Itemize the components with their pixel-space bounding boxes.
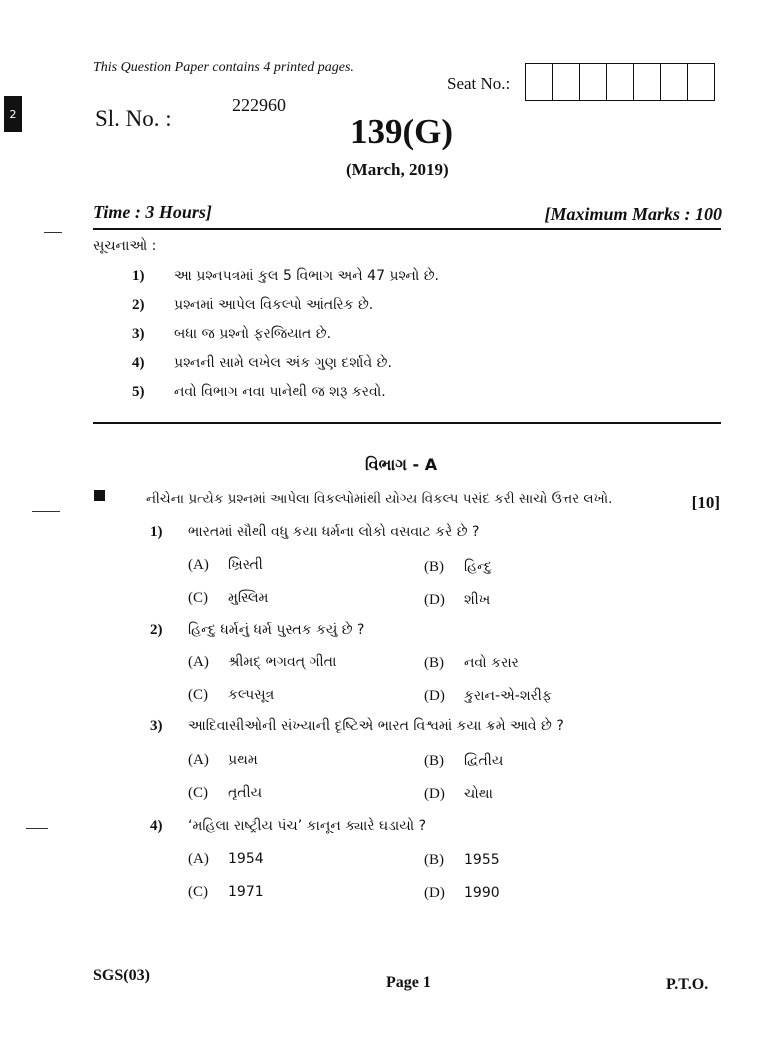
time-allowed: Time : 3 Hours] xyxy=(93,202,212,222)
instruction-number: 3) xyxy=(132,326,145,342)
section-instruction: નીચેના પ્રત્યેક પ્રશ્નમાં આપેલા વિકલ્પોમાંથી યોગ્ય વિકલ્પ પસંદ કરી સાચો ઉત્તર લખો. xyxy=(146,491,613,507)
option-letter: (C) xyxy=(188,590,208,606)
seat-digit-box[interactable] xyxy=(526,64,553,100)
option-c xyxy=(188,687,274,704)
question-text: હિન્દુ ધર્મનું ધર્મ પુસ્તક કયું છે ? xyxy=(188,622,365,638)
option-letter: (B) xyxy=(424,852,444,868)
option-letter: (A) xyxy=(188,654,209,670)
page-number: Page 1 xyxy=(386,974,431,991)
question-text: ભારતમાં સૌથી વધુ કયા ધર્મના લોકો વસવાટ કરે છે ? xyxy=(188,524,480,540)
seat-digit-box[interactable] xyxy=(661,64,688,100)
question-number: 1) xyxy=(150,524,163,540)
option-letter: (D) xyxy=(424,885,445,901)
option-text: પ્રથમ xyxy=(228,752,258,768)
option-letter: (D) xyxy=(424,688,445,704)
seat-number-boxes[interactable] xyxy=(525,63,715,101)
option-d xyxy=(424,786,493,803)
instruction-item xyxy=(132,384,386,401)
instruction-text: નવો વિભાગ નવા પાનેથી જ શરૂ કરવો. xyxy=(174,384,386,400)
option-text: હિન્દુ xyxy=(464,559,492,575)
option-c xyxy=(188,590,268,607)
seat-digit-box[interactable] xyxy=(634,64,661,100)
instructions-title: સૂચનાઓ : xyxy=(93,238,157,254)
question-number: 3) xyxy=(150,718,163,734)
question-number: 2) xyxy=(150,622,163,638)
option-d xyxy=(424,592,490,609)
instruction-text: બધા જ પ્રશ્નો ફરજિયાત છે. xyxy=(174,326,332,342)
option-letter: (B) xyxy=(424,753,444,769)
margin-tick xyxy=(44,232,62,233)
option-letter: (A) xyxy=(188,752,209,768)
instruction-number: 4) xyxy=(132,355,145,371)
instruction-text: આ પ્રશ્નપત્રમાં કુલ 5 વિભાગ અને 47 પ્રશ્નો છે. xyxy=(174,268,439,284)
footer-paper-code: SGS(03) xyxy=(93,967,150,984)
option-letter: (C) xyxy=(188,785,208,801)
section-divider xyxy=(93,422,721,424)
option-text: 1990 xyxy=(464,885,500,901)
side-margin-mark: 2 xyxy=(4,96,22,132)
option-text: કુરાન-એ-શરીફ xyxy=(464,688,552,704)
please-turn-over: P.T.O. xyxy=(666,976,709,993)
option-c xyxy=(188,884,264,901)
option-letter: (A) xyxy=(188,851,209,867)
option-letter: (C) xyxy=(188,884,208,900)
section-marks: [10] xyxy=(691,493,720,512)
maximum-marks: [Maximum Marks : 100 xyxy=(544,204,722,224)
header-divider xyxy=(93,228,721,230)
margin-tick xyxy=(32,511,60,512)
option-a xyxy=(188,654,336,671)
seat-digit-box[interactable] xyxy=(553,64,580,100)
instruction-text: પ્રશ્નમાં આપેલ વિકલ્પો આંતરિક છે. xyxy=(174,297,374,313)
instruction-number: 1) xyxy=(132,268,145,284)
option-text: દ્વિતીય xyxy=(464,753,504,769)
serial-number-value: 222960 xyxy=(232,95,286,115)
option-b xyxy=(424,753,503,770)
option-d xyxy=(424,688,552,705)
instruction-text: પ્રશ્નની સામે લખેલ અંક ગુણ દર્શાવે છે. xyxy=(174,355,392,371)
exam-date: (March, 2019) xyxy=(346,160,449,179)
option-c xyxy=(188,785,262,802)
seat-digit-box[interactable] xyxy=(688,64,714,100)
instruction-item xyxy=(132,297,373,314)
option-text: ખ્રિસ્તી xyxy=(228,557,263,573)
seat-digit-box[interactable] xyxy=(580,64,607,100)
option-text: મુસ્લિમ xyxy=(228,590,269,606)
instruction-item xyxy=(132,326,331,343)
option-letter: (A) xyxy=(188,557,209,573)
option-a xyxy=(188,752,258,769)
instruction-item xyxy=(132,268,439,285)
paper-code: 139(G) xyxy=(350,112,454,151)
option-letter: (C) xyxy=(188,687,208,703)
option-text: 1955 xyxy=(464,852,500,868)
section-title: વિભાગ - A xyxy=(365,455,438,474)
option-letter: (D) xyxy=(424,592,445,608)
option-text: શ્રીમદ્ ભગવત્ ગીતા xyxy=(228,654,337,670)
seat-digit-box[interactable] xyxy=(607,64,634,100)
option-letter: (B) xyxy=(424,559,444,575)
printed-pages-note: This Question Paper contains 4 printed pages. xyxy=(93,60,354,75)
option-text: 1971 xyxy=(228,884,264,900)
seat-number-label: Seat No.: xyxy=(447,74,511,93)
option-d xyxy=(424,885,500,902)
option-letter: (D) xyxy=(424,786,445,802)
question-text: ‘મહિલા રાષ્ટ્રીય પંચ’ કાનૂન ક્યારે ઘડાયો ? xyxy=(188,818,427,834)
option-text: નવો કરાર xyxy=(464,655,519,671)
question-number: 4) xyxy=(150,818,163,834)
serial-number-label: Sl. No. : xyxy=(95,106,172,131)
option-b xyxy=(424,852,500,869)
option-text: કલ્પસૂત્ર xyxy=(228,687,275,703)
option-text: ચોથા xyxy=(464,786,493,802)
option-text: 1954 xyxy=(228,851,264,867)
option-text: શીખ xyxy=(464,592,491,608)
margin-tick xyxy=(26,828,48,829)
option-letter: (B) xyxy=(424,655,444,671)
option-text: તૃતીય xyxy=(228,785,263,801)
option-b xyxy=(424,655,519,672)
option-b xyxy=(424,559,492,576)
square-bullet-icon xyxy=(94,490,105,501)
instruction-number: 2) xyxy=(132,297,145,313)
option-a xyxy=(188,557,263,574)
option-a xyxy=(188,851,264,868)
instruction-number: 5) xyxy=(132,384,145,400)
instruction-item xyxy=(132,355,392,372)
question-text: આદિવાસીઓની સંખ્યાની દૃષ્ટિએ ભારત વિશ્વમાં કયા ક્રમે આવે છે ? xyxy=(188,718,564,734)
